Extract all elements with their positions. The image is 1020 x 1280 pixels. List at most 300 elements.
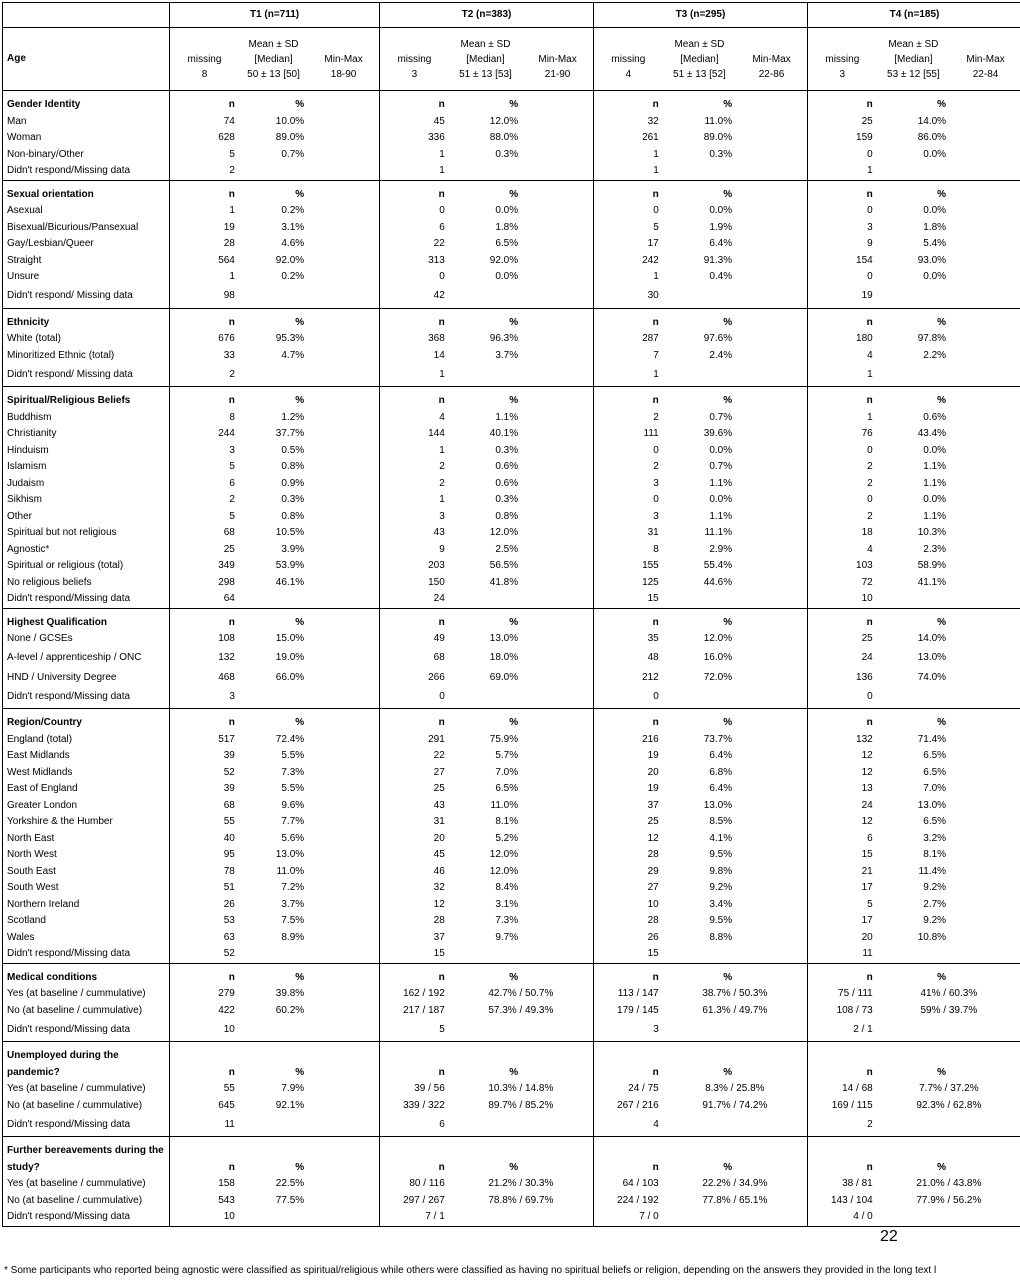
n-value: 0 xyxy=(380,269,449,286)
spacer-cell xyxy=(950,147,1020,164)
n-value: 0 xyxy=(380,686,449,709)
pct-value xyxy=(239,1114,308,1137)
n-value: 19 xyxy=(170,220,239,237)
section-title-line: study? xyxy=(7,1161,40,1173)
pct-value: 10.5% xyxy=(275,527,305,538)
pct-value: 89.0% xyxy=(703,132,733,143)
spacer-cell xyxy=(950,913,1020,930)
spacer-cell xyxy=(736,1137,807,1177)
spacer-cell xyxy=(308,1209,379,1226)
pct-value: 6.4% xyxy=(709,783,733,794)
table-row xyxy=(3,670,1020,687)
pct-value: 77.5% xyxy=(275,1194,305,1206)
n-value: 39 xyxy=(170,748,239,765)
spacer-cell xyxy=(950,631,1020,648)
n-value: 2 xyxy=(807,509,876,526)
pct-value: 42.7% / 50.7% xyxy=(488,988,554,999)
column-header: T1 (n=711) xyxy=(170,3,380,28)
n-value: 132 xyxy=(170,648,239,670)
pct-value: 77.8% / 65.1% xyxy=(702,1194,768,1206)
n-value: 30 xyxy=(593,286,662,309)
n-header: n xyxy=(380,963,449,986)
n-header: n xyxy=(170,180,239,203)
section-title: Sexual orientation xyxy=(3,180,170,203)
pct-value: 0.3% xyxy=(495,148,519,160)
spacer-cell xyxy=(950,880,1020,897)
pct-value: 9.7% xyxy=(495,931,519,943)
row-label: Northern Ireland xyxy=(3,897,170,914)
row-label: Spiritual or religious (total) xyxy=(3,558,170,575)
n-value: 7 / 1 xyxy=(380,1209,449,1226)
n-value: 24 xyxy=(807,648,876,670)
n-value: 12 xyxy=(807,765,876,782)
pct-value: 7.9% xyxy=(281,1083,305,1094)
pct-value: 8.1% xyxy=(923,849,947,860)
spacer-cell xyxy=(522,147,593,164)
minmax-value: 22-84 xyxy=(972,68,999,80)
pct-value xyxy=(663,1114,736,1137)
pct-value: 15.0% xyxy=(275,633,305,644)
n-value: 40 xyxy=(170,831,239,848)
n-header: n xyxy=(380,308,449,331)
pct-value: 12.0% xyxy=(489,527,519,538)
n-value: 242 xyxy=(593,253,662,270)
pct-value: 21.0% / 43.8% xyxy=(877,1176,1020,1193)
mean-value: 51 ± 13 [53] xyxy=(459,68,512,80)
pct-value: 0.3% xyxy=(495,444,519,456)
pct-header: % xyxy=(663,1042,736,1082)
n-value: 1 xyxy=(593,364,662,387)
spacer-cell xyxy=(950,525,1020,542)
n-header: n xyxy=(380,709,449,732)
spacer-cell xyxy=(736,930,807,947)
pct-header: % xyxy=(877,180,950,203)
n-value: 10 xyxy=(593,897,662,914)
n-value: 11 xyxy=(807,946,876,963)
n-header: n xyxy=(380,387,449,410)
n-value: 15 xyxy=(380,946,449,963)
spacer-cell xyxy=(308,1003,379,1020)
n-value: 0 xyxy=(593,686,662,709)
pct-header: % xyxy=(663,963,736,986)
spacer-cell xyxy=(736,765,807,782)
pct-header: % xyxy=(449,91,522,114)
n-value: 628 xyxy=(170,130,239,147)
spacer-cell xyxy=(308,648,379,670)
spacer-cell xyxy=(522,781,593,798)
median-head: [Median] xyxy=(680,53,719,65)
section-title xyxy=(3,1042,170,1082)
spacer-cell xyxy=(522,670,593,687)
n-value: 68 xyxy=(380,648,449,670)
spacer-cell xyxy=(308,236,379,253)
spacer-cell xyxy=(522,748,593,765)
table-row xyxy=(3,130,1020,147)
row-label: Judaism xyxy=(3,476,170,493)
n-header: n xyxy=(170,387,239,410)
spacer-cell xyxy=(950,847,1020,864)
n-value: 261 xyxy=(593,130,662,147)
table-row xyxy=(3,443,1020,460)
spacer-cell xyxy=(736,387,807,410)
pct-value: 69.0% xyxy=(489,671,519,683)
pct-value: 66.0% xyxy=(275,671,305,683)
spacer-cell xyxy=(308,670,379,687)
pct-value: 3.4% xyxy=(709,898,733,910)
spacer-cell xyxy=(522,831,593,848)
spacer-cell xyxy=(736,236,807,253)
spacer-cell xyxy=(736,798,807,815)
pct-value: 78.8% / 69.7% xyxy=(488,1194,554,1206)
spacer-cell xyxy=(736,410,807,427)
pct-value xyxy=(877,364,950,387)
n-value: 52 xyxy=(170,765,239,782)
pct-value: 13.0% xyxy=(703,799,733,811)
n-value: 55 xyxy=(170,1081,239,1098)
pct-value: 0.7% xyxy=(281,148,305,160)
pct-value: 0.6% xyxy=(495,477,519,489)
n-value: 2 xyxy=(170,364,239,387)
spacer-cell xyxy=(308,542,379,559)
pct-value xyxy=(239,946,308,963)
spacer-cell xyxy=(950,1114,1020,1137)
pct-value xyxy=(663,163,736,180)
pct-value: 2.3% xyxy=(923,543,947,555)
pct-value: 72.0% xyxy=(703,671,733,683)
n-header: n xyxy=(170,963,239,986)
spacer-cell xyxy=(736,897,807,914)
spacer-cell xyxy=(736,114,807,131)
spacer-cell xyxy=(736,1019,807,1042)
n-value: 7 / 0 xyxy=(593,1209,662,1226)
row-label: HND / University Degree xyxy=(3,670,170,687)
spacer-cell xyxy=(308,180,379,203)
n-header: n xyxy=(593,91,662,114)
n-value: 5 xyxy=(170,459,239,476)
spacer-cell xyxy=(736,220,807,237)
n-value: 17 xyxy=(807,913,876,930)
section-header-row xyxy=(3,308,1020,331)
spacer-cell xyxy=(522,1042,593,1082)
n-value: 267 / 216 xyxy=(593,1098,662,1115)
table-row xyxy=(3,686,1020,709)
pct-value: 1.8% xyxy=(923,221,947,233)
spacer-cell xyxy=(308,1114,379,1137)
table-row xyxy=(3,1209,1020,1226)
age-minmax xyxy=(950,28,1020,91)
spacer-cell xyxy=(522,591,593,608)
age-mean xyxy=(663,28,736,91)
n-value: 68 xyxy=(170,525,239,542)
spacer-cell xyxy=(522,930,593,947)
age-missing xyxy=(380,28,449,91)
spacer-cell xyxy=(308,847,379,864)
section-header-row xyxy=(3,963,1020,986)
missing-head: missing xyxy=(825,53,860,65)
n-value: 20 xyxy=(807,930,876,947)
pct-value: 43.4% xyxy=(917,428,947,439)
pct-value: 13.0% xyxy=(489,633,519,644)
minmax-head: Min-Max xyxy=(324,53,363,65)
spacer-cell xyxy=(950,798,1020,815)
pct-value: 74.0% xyxy=(917,671,947,683)
n-value: 29 xyxy=(593,864,662,881)
pct-value xyxy=(239,591,308,608)
row-label: Islamism xyxy=(3,459,170,476)
table-row xyxy=(3,1176,1020,1193)
n-value: 24 xyxy=(380,591,449,608)
pct-value: 10.0% xyxy=(275,115,305,127)
pct-value: 2.5% xyxy=(495,543,519,555)
n-value: 0 xyxy=(807,492,876,509)
pct-value xyxy=(877,946,950,963)
spacer-cell xyxy=(950,1137,1020,1177)
n-value: 1 xyxy=(593,269,662,286)
column-header: T2 (n=383) xyxy=(380,3,594,28)
spacer-cell xyxy=(950,765,1020,782)
n-value: 78 xyxy=(170,864,239,881)
pct-header: % xyxy=(239,1137,308,1177)
pct-value: 0.0% xyxy=(923,444,947,456)
pct-header: % xyxy=(877,608,950,631)
age-label: Age xyxy=(3,28,170,91)
pct-value: 0.5% xyxy=(281,444,305,456)
n-value: 43 xyxy=(380,525,449,542)
n-value: 2 xyxy=(380,476,449,493)
pct-value: 2.4% xyxy=(709,349,733,361)
spacer-cell xyxy=(522,686,593,709)
row-label: A-level / apprenticeship / ONC xyxy=(3,648,170,670)
pct-value xyxy=(877,591,950,608)
pct-value: 86.0% xyxy=(917,132,947,143)
pct-value: 0.3% xyxy=(709,148,733,160)
n-value: 2 / 1 xyxy=(807,1019,876,1042)
table-row xyxy=(3,1193,1020,1210)
pct-header: % xyxy=(877,1137,950,1177)
column-header-row xyxy=(3,3,1020,28)
row-label: Didn't respond/Missing data xyxy=(3,686,170,709)
n-value: 2 xyxy=(170,492,239,509)
row-label: South West xyxy=(3,880,170,897)
n-header: n xyxy=(380,1137,449,1177)
spacer-cell xyxy=(950,1019,1020,1042)
pct-header: % xyxy=(877,963,950,986)
n-value: 2 xyxy=(170,163,239,180)
pct-value: 58.9% xyxy=(917,560,947,571)
missing-head: missing xyxy=(187,53,222,65)
row-label: No religious beliefs xyxy=(3,575,170,592)
table-row xyxy=(3,946,1020,963)
table-row xyxy=(3,542,1020,559)
n-header: n xyxy=(170,1042,239,1082)
spacer-cell xyxy=(950,814,1020,831)
n-value: 2 xyxy=(807,476,876,493)
spacer-cell xyxy=(308,364,379,387)
n-value: 9 xyxy=(807,236,876,253)
n-value: 95 xyxy=(170,847,239,864)
spacer-cell xyxy=(522,180,593,203)
pct-value: 77.9% / 56.2% xyxy=(877,1193,1020,1210)
n-value: 108 / 73 xyxy=(807,1003,876,1020)
pct-value: 18.0% xyxy=(489,652,519,664)
spacer-cell xyxy=(950,410,1020,427)
n-value: 18 xyxy=(807,525,876,542)
pct-value xyxy=(877,163,950,180)
row-label: Didn't respond/ Missing data xyxy=(3,286,170,309)
table-row xyxy=(3,591,1020,608)
n-value: 63 xyxy=(170,930,239,947)
row-label: No (at baseline / cummulative) xyxy=(3,1098,170,1115)
table-row xyxy=(3,1098,1020,1115)
spacer-cell xyxy=(308,831,379,848)
table-row xyxy=(3,748,1020,765)
pct-value: 10.3% xyxy=(917,527,947,538)
age-mean xyxy=(449,28,522,91)
pct-value: 88.0% xyxy=(489,132,519,143)
n-value: 0 xyxy=(807,443,876,460)
spacer-cell xyxy=(736,348,807,365)
spacer-cell xyxy=(950,91,1020,114)
missing-head: missing xyxy=(611,53,646,65)
median-head: [Median] xyxy=(894,53,933,65)
spacer-cell xyxy=(308,1193,379,1210)
n-value: 14 / 68 xyxy=(807,1081,876,1098)
n-value: 5 xyxy=(593,220,662,237)
n-value: 159 xyxy=(807,130,876,147)
spacer-cell xyxy=(308,1019,379,1042)
n-value: 11 xyxy=(170,1114,239,1137)
table-row xyxy=(3,648,1020,670)
pct-value: 0.0% xyxy=(923,494,947,505)
spacer-cell xyxy=(308,269,379,286)
spacer-cell xyxy=(308,591,379,608)
table-row xyxy=(3,897,1020,914)
section-title-line: pandemic? xyxy=(7,1066,60,1078)
spacer-cell xyxy=(308,608,379,631)
spacer-cell xyxy=(736,648,807,670)
spacer-cell xyxy=(950,608,1020,631)
pct-value: 5.2% xyxy=(495,832,519,844)
spacer-cell xyxy=(522,308,593,331)
n-value: 80 / 116 xyxy=(380,1176,449,1193)
table-row xyxy=(3,986,1020,1003)
spacer-cell xyxy=(950,748,1020,765)
spacer-cell xyxy=(308,525,379,542)
pct-value: 9.2% xyxy=(923,915,947,926)
pct-header: % xyxy=(239,387,308,410)
row-label: East of England xyxy=(3,781,170,798)
pct-value xyxy=(449,946,522,963)
n-value: 5 xyxy=(170,147,239,164)
n-value: 169 / 115 xyxy=(807,1098,876,1115)
n-header: n xyxy=(380,608,449,631)
spacer-cell xyxy=(736,748,807,765)
n-value: 422 xyxy=(170,1003,239,1020)
spacer-cell xyxy=(736,814,807,831)
n-header: n xyxy=(380,91,449,114)
n-value: 15 xyxy=(807,847,876,864)
n-value: 1 xyxy=(593,163,662,180)
spacer-cell xyxy=(522,880,593,897)
n-value: 8 xyxy=(593,542,662,559)
spacer-cell xyxy=(950,331,1020,348)
pct-value: 40.1% xyxy=(489,428,519,439)
row-label: North West xyxy=(3,847,170,864)
age-missing xyxy=(170,28,239,91)
n-value: 468 xyxy=(170,670,239,687)
section-title: Ethnicity xyxy=(3,308,170,331)
minmax-value: 21-90 xyxy=(544,68,571,80)
spacer-cell xyxy=(736,542,807,559)
row-label: White (total) xyxy=(3,331,170,348)
pct-value: 39.8% xyxy=(275,988,305,999)
pct-header: % xyxy=(663,709,736,732)
section-header-row xyxy=(3,387,1020,410)
n-header: n xyxy=(807,709,876,732)
n-value: 39 / 56 xyxy=(380,1081,449,1098)
spacer-cell xyxy=(522,130,593,147)
pct-header: % xyxy=(449,709,522,732)
pct-value: 39.6% xyxy=(703,428,733,439)
n-value: 1 xyxy=(593,147,662,164)
row-label: Yes (at baseline / cummulative) xyxy=(3,1081,170,1098)
pct-value: 21.2% / 30.3% xyxy=(488,1178,554,1189)
age-row xyxy=(3,28,1020,91)
spacer-cell xyxy=(950,163,1020,180)
n-value: 24 / 75 xyxy=(593,1081,662,1098)
n-value: 33 xyxy=(170,348,239,365)
spacer-cell xyxy=(522,236,593,253)
spacer-cell xyxy=(736,1114,807,1137)
spacer-cell xyxy=(950,364,1020,387)
n-header: n xyxy=(807,91,876,114)
pct-header: % xyxy=(663,180,736,203)
pct-value: 3.1% xyxy=(495,898,519,910)
n-value: 158 xyxy=(170,1176,239,1193)
table-row xyxy=(3,1081,1020,1098)
pct-value: 89.7% / 85.2% xyxy=(488,1099,554,1111)
pct-value: 6.5% xyxy=(495,783,519,794)
n-value: 313 xyxy=(380,253,449,270)
n-value: 0 xyxy=(593,443,662,460)
pct-value xyxy=(663,364,736,387)
pct-value xyxy=(877,1019,950,1042)
spacer-cell xyxy=(736,781,807,798)
n-header: n xyxy=(807,180,876,203)
row-label: Non-binary/Other xyxy=(3,147,170,164)
spacer-cell xyxy=(522,492,593,509)
pct-value: 1.8% xyxy=(495,221,519,233)
pct-header: % xyxy=(663,91,736,114)
table-row xyxy=(3,253,1020,270)
pct-value: 71.4% xyxy=(917,733,947,745)
spacer-cell xyxy=(308,732,379,749)
n-value: 216 xyxy=(593,732,662,749)
spacer-cell xyxy=(308,864,379,881)
spacer-cell xyxy=(736,269,807,286)
row-label: England (total) xyxy=(3,732,170,749)
pct-value: 6.5% xyxy=(923,750,947,761)
n-value: 6 xyxy=(170,476,239,493)
table-row xyxy=(3,114,1020,131)
pct-value: 0.4% xyxy=(709,271,733,282)
table-row xyxy=(3,147,1020,164)
n-value: 1 xyxy=(807,163,876,180)
pct-value: 14.0% xyxy=(917,115,947,127)
pct-value: 10.3% / 14.8% xyxy=(488,1083,554,1094)
n-value: 5 xyxy=(170,509,239,526)
pct-value xyxy=(877,286,950,309)
